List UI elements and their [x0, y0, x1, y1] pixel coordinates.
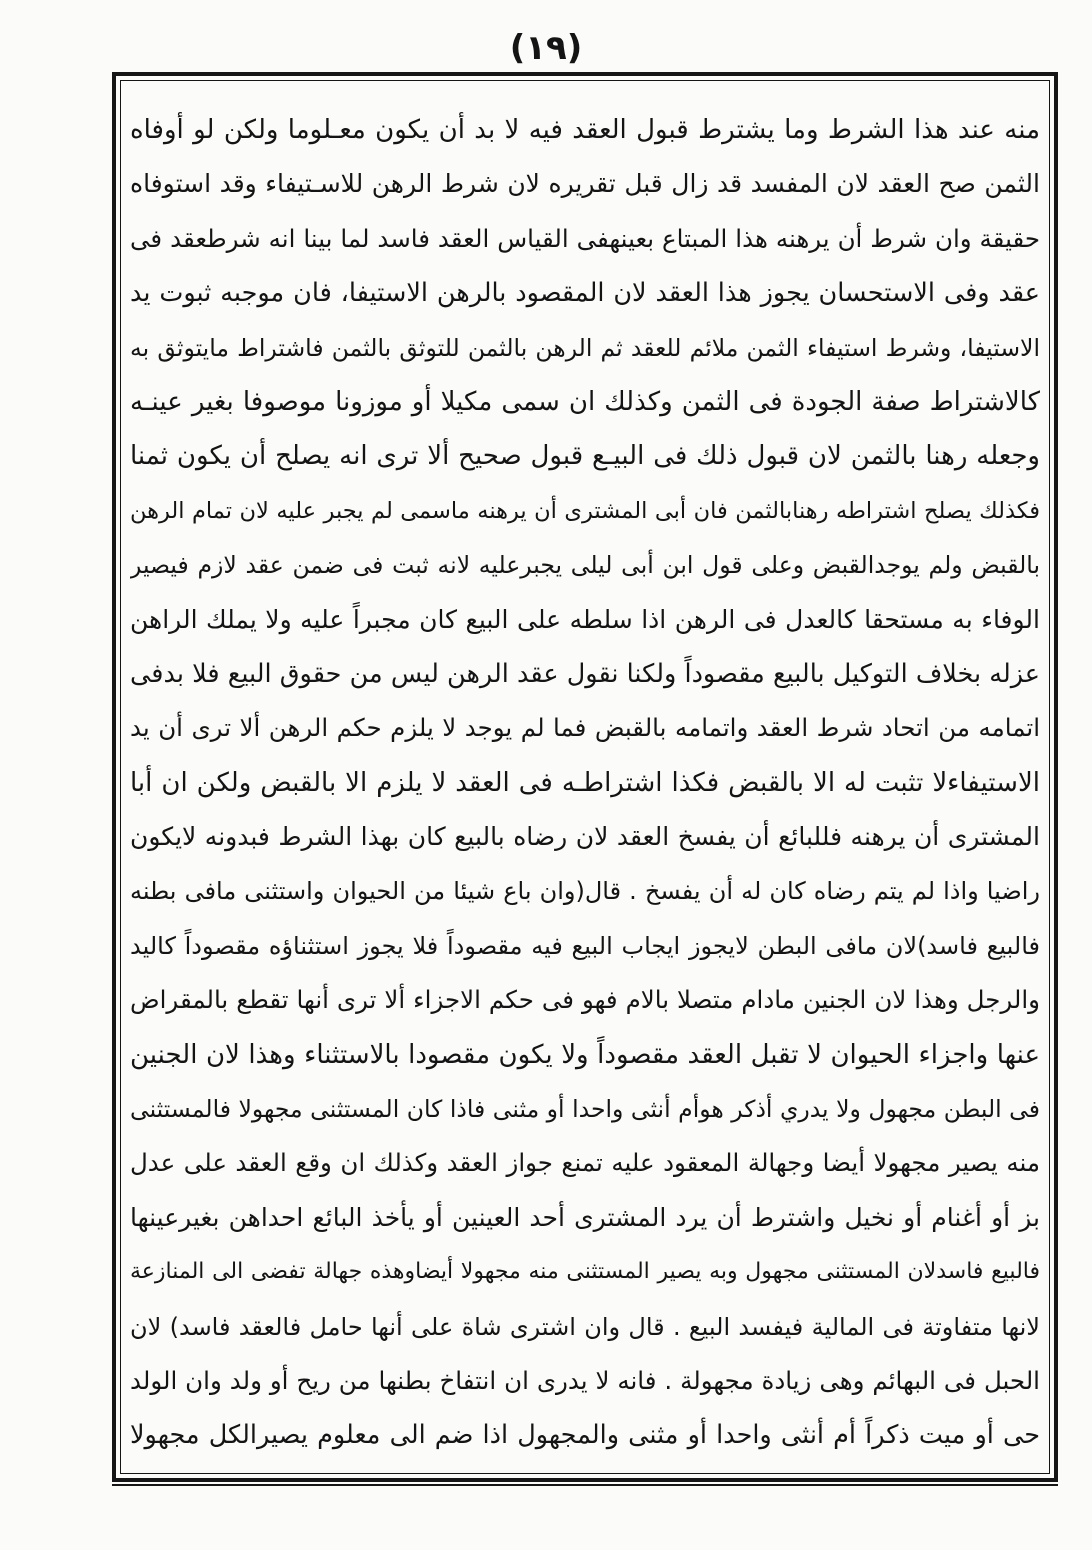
- text-line: راضيا واذا لم يتم رضاه كان له أن يفسخ . قال(وان باع شيئا من الحيوان واستثنى مافى بطنه: [130, 877, 1040, 906]
- text-line: الاستيفا، وشرط استيفاء الثمن ملائم للعقد ثم الرهن بالثمن للتوثق بالثمن فاشتراط مايتوثق به: [130, 333, 1040, 362]
- text-line: الوفاء به مستحقا كالعدل فى الرهن اذا سلطه على البيع كان مجبراً عليه ولا يملك الراهن: [130, 604, 1040, 634]
- text-line: اتمامه من اتحاد شرط العقد واتمامه بالقبض فما لم يوجد لا يلزم حكم الرهن ألا ترى أن يد: [130, 713, 1040, 743]
- text-line: حقيقة وان شرط أن يرهنه هذا المبتاع بعينهفى القياس العقد فاسد لما بينا انه شرطعقد فى: [130, 223, 1040, 253]
- text-line: الثمن صح العقد لان المفسد قد زال قبل تقريره لان شرط الرهن للاسـتيفاء وقد استوفاه: [130, 169, 1040, 199]
- text-line: والرجل وهذا لان الجنين مادام متصلا بالام فهو فى حكم الاجزاء ألا ترى أنها تقطع بالمقراض: [130, 985, 1040, 1015]
- text-body: [130, 103, 1040, 1463]
- text-line: الاستيفاءلا تثبت له الا بالقبض فكذا اشتراطـه فى العقد لا يلزم الا بالقبض ولكن ان أبا: [130, 767, 1040, 798]
- text-line: لانها متفاوتة فى المالية فيفسد البيع . قال وان اشترى شاة على أنها حامل فالعقد فاسد) لان: [130, 1312, 1040, 1341]
- text-line: المشترى أن يرهنه فللبائع أن يفسخ العقد لان رضاه بالبيع كان بهذا الشرط فبدونه لايكون: [130, 822, 1040, 852]
- text-line: عزله بخلاف التوكيل بالبيع مقصوداً ولكنا نقول عقد الرهن ليس من حقوق البيع فلا بدفى: [130, 658, 1040, 689]
- text-line: عنها واجزاء الحيوان لا تقبل العقد مقصوداً ولا يكون مقصودا بالاستثناء وهذا لان الجنين: [130, 1039, 1040, 1070]
- text-line: بالقبض ولم يوجدالقبض وعلى قول ابن أبى ليلى يجبرعليه لانه ثبت فى ضمن عقد لازم فيصير: [130, 551, 1040, 580]
- text-line: منه عند هذا الشرط وما يشترط قبول العقد فيه لا بد أن يكون معـلوما ولكن لو أوفاه: [130, 115, 1040, 145]
- text-line: كالاشتراط صفة الجودة فى الثمن وكذلك ان سمى مكيلا أو موزونا موصوفا بغير عينـه: [130, 386, 1040, 417]
- text-line: فى البطن مجهول ولا يدري أذكر هوأم أنثى واحدا أو مثنى فاذا كان المستثنى مجهولا فالمستثنى: [130, 1095, 1040, 1124]
- text-line: منه يصير مجهولا أيضا وجهالة المعقود عليه تمنع جواز العقد وكذلك ان وقع العقد على عدل: [130, 1148, 1040, 1178]
- text-line: فكذلك يصلح اشتراطه رهنابالثمن فان أبى المشترى أن يرهنه ماسمى لم يجبر عليه لان تمام الرهن: [130, 497, 1040, 524]
- page-frame-bottom-rule: [112, 1484, 1058, 1486]
- text-line: حى أو ميت ذكراً أم أنثى واحدا أو مثنى والمجهول اذا ضم الى معلوم يصيرالكل مجهولا: [130, 1420, 1040, 1451]
- page-number: (١٩): [509, 28, 583, 68]
- text-line: فالبيع فاسد)لان مافى البطن لايجوز ايجاب البيع فيه مقصوداً فلا يجوز استثناؤه مقصوداً كاليد: [130, 931, 1040, 960]
- text-line: عقد وفى الاستحسان يجوز هذا العقد لان المقصود بالرهن الاستيفا، فان موجبه ثبوت يد: [130, 278, 1040, 309]
- text-line: وجعله رهنا بالثمن لان قبول ذلك فى البيـع قبول صحيح ألا ترى انه يصلح أن يكون ثمنا: [130, 441, 1040, 472]
- text-line: بز أو أغنام أو نخيل واشترط أن يرد المشترى أحد العينين أو يأخذ البائع احداهن بغيرعينها: [130, 1202, 1040, 1232]
- text-line: الحبل فى البهائم وهى زيادة مجهولة . فانه لا يدرى ان انتفاخ بطنها من ريح أو ولد وان الولد: [130, 1365, 1040, 1395]
- text-line: فالبيع فاسدلان المستثنى مجهول وبه يصير المستثنى منه مجهولا أيضاوهذه جهالة تفضى الى المنازعة: [130, 1259, 1040, 1285]
